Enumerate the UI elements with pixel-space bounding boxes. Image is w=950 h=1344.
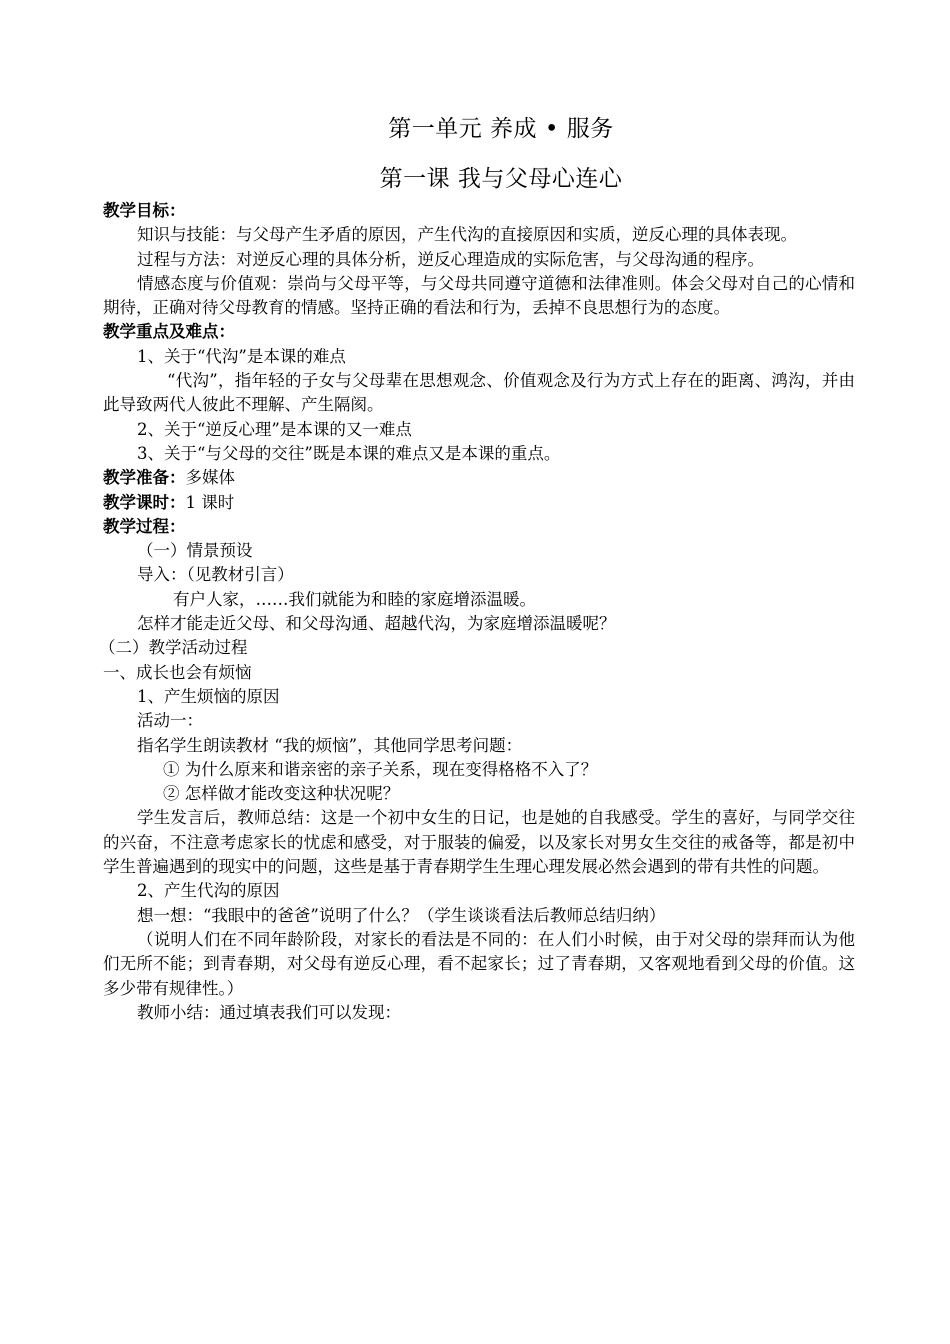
teaching-preparation xyxy=(103,466,855,490)
key-point-3: 3、关于“与父母的交往”既是本课的难点又是本课的重点。 xyxy=(137,443,561,463)
hours-value: 1 课时 xyxy=(185,492,235,512)
heading-teaching-process: 教学过程： xyxy=(103,516,186,536)
lesson-title: 第一课 我与父母心连心 xyxy=(379,166,623,192)
part-2-heading: （二）教学活动过程 xyxy=(99,638,248,658)
lead-question: 怎样才能走近父母、和父母沟通、超越代沟，为家庭增添温暖呢？ xyxy=(137,614,616,634)
goal-emotion: 情感态度与价值观：崇尚与父母平等，与父母共同遵守道德和法律准则。体会父母对自己的心情和期待，正确对待父母教育的情感。坚持正确的看法和行为，丢掉不良思想行为的态度。 xyxy=(103,273,855,318)
teacher-summary-1: 学生发言后，教师总结：这是一个初中女生的日记，也是她的自我感受。学生的喜好，与同学交往的兴奋，不注意考虑家长的忧虑和感受，对于服装的偏爱，以及家长对男女生交往的戒备等，都是初中学生普遍遇到的现实中的问题，这些是基于青春期学生生理心理发展必然会遇到的带有共性的问题。 xyxy=(103,808,855,877)
heading-key-points: 教学重点及难点： xyxy=(103,322,235,342)
hours-label: 教学课时： xyxy=(103,492,186,512)
lesson-plan-body xyxy=(99,199,855,1025)
intro-line: 导入：（见教材引言） xyxy=(137,565,294,585)
part-1-heading: （一）情景预设 xyxy=(137,541,253,561)
subsection-1-heading: 1、产生烦恼的原因 xyxy=(137,686,280,706)
key-point-1-definition: “代沟”，指年轻的子女与父母辈在思想观念、价值观念及行为方式上存在的距离、鸿沟，并由此导致两代人彼此不理解、产生隔阂。 xyxy=(103,371,855,415)
prep-value: 多媒体 xyxy=(185,468,235,488)
key-point-1: 1、关于“代沟”是本课的难点 xyxy=(137,346,346,366)
teaching-hours xyxy=(103,491,855,515)
section-1-heading: 一、成长也会有烦恼 xyxy=(103,662,252,682)
activity-1-text: 指名学生朗读教材 “我的烦恼”，其他同学思考问题： xyxy=(137,735,523,755)
explanation-paragraph: （说明人们在不同年龄阶段，对家长的看法是不同的：在人们小时候，由于对父母的崇拜而认为他们无所不能；到青春期，对父母有逆反心理，看不起家长；过了青春期，又客观地看到父母的价值。这多少带有规律性。） xyxy=(103,929,855,998)
heading-teaching-goals: 教学目标： xyxy=(103,201,186,220)
goal-knowledge: 知识与技能：与父母产生矛盾的原因，产生代沟的直接原因和实质，逆反心理的具体表现。 xyxy=(137,225,797,245)
key-point-2: 2、关于“逆反心理”是本课的又一难点 xyxy=(137,419,412,439)
unit-title: 第一单元 养成 • 服务 xyxy=(388,116,614,142)
intro-text: 有户人家，……我们就能为和睦的家庭增添温暖。 xyxy=(173,589,536,609)
goal-process: 过程与方法：对逆反心理的具体分析，逆反心理造成的实际危害，与父母沟通的程序。 xyxy=(137,249,764,269)
think-prompt: 想一想：“我眼中的爸爸”说明了什么？（学生谈谈看法后教师总结归纳） xyxy=(137,905,666,925)
teacher-summary-2: 教师小结：通过填表我们可以发现： xyxy=(137,1002,401,1022)
question-2: ② 怎样做才能改变这种状况呢？ xyxy=(163,784,400,804)
activity-1-label: 活动一： xyxy=(137,711,203,731)
question-1: ① 为什么原来和谐亲密的亲子关系，现在变得格格不入了？ xyxy=(163,759,598,779)
subsection-2-heading: 2、产生代沟的原因 xyxy=(137,881,280,901)
prep-label: 教学准备： xyxy=(103,468,186,488)
